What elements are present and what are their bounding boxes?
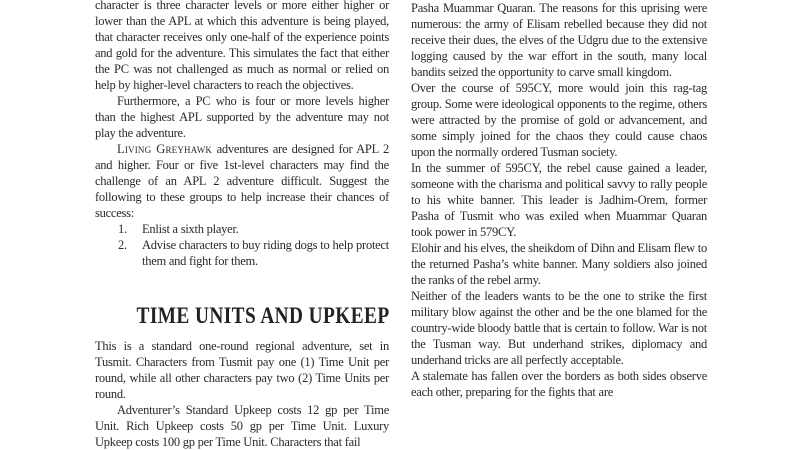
time-units-paragraph: This is a standard one-round regional adventure, set in Tusmit. Characters from Tusmit pay one (1) Time Unit per round, while all other characters pay two (2) Time Units per round. — [95, 339, 389, 401]
apl-penalty-paragraph: character is three character levels or more either higher or lower than the APL at which this adventure is being played, that character receives only one-half of the experience points and gold for the adventure. This simulates the fact that either the PC was not challenged as much as normal or relied on help by higher-level characters to reach the objectives. — [95, 0, 389, 92]
list-item — [118, 221, 389, 237]
success-tips-list — [118, 221, 389, 269]
rebel-leader-paragraph: In the summer of 595CY, the rebel cause gained a leader, someone with the charisma and political savvy to rally people to his white banner. This leader is Jadhim-Orem, former Pasha of Tusmit who was exiled when Muammar Quaran took power in 579CY. — [411, 161, 707, 239]
list-item-text: Advise characters to buy riding dogs to help protect them and fight for them. — [142, 238, 389, 268]
rag-tag-paragraph: Over the course of 595CY, more would join this rag-tag group. Some were ideological opponents to the regime, others were attracted by the promise of gold or advancement, and some simply joined for the chaos they could cause chaos upon the normally ordered Tusman society. — [411, 81, 707, 159]
left-column-upper — [95, 0, 389, 269]
furthermore-paragraph: Furthermore, a PC who is four or more levels higher than the highest APL supported by the adventure may not play the adventure. — [95, 94, 389, 140]
elohir-paragraph: Elohir and his elves, the sheikdom of Dihn and Elisam flew to the returned Pasha’s white banner. Many soldiers also joined the ranks of the rebel army. — [411, 241, 707, 287]
leaders-paragraph: Neither of the leaders wants to be the one to strike the first military blow against the other and be the one blamed for the country-wide bloody battle that is certain to follow. War is not the Tusman way. But underhand strikes, diplomacy and underhand tricks are all perfectly acceptable. — [411, 289, 707, 367]
living-greyhawk-paragraph — [95, 141, 389, 221]
right-column — [411, 0, 707, 400]
list-item-number: 1. — [118, 222, 127, 236]
campaign-name-smallcaps: Living Greyhawk — [117, 142, 213, 156]
list-item-text: Enlist a sixth player. — [142, 222, 239, 236]
list-item — [118, 237, 389, 269]
uprising-paragraph: Pasha Muammar Quaran. The reasons for this uprising were numerous: the army of Elisam rebelled because they did not receive their dues, the elves of the Udgru due to the extensive logging caused by the war effort in the south, many local bandits seized the opportunity to carve small kingdom. — [411, 1, 707, 79]
living-greyhawk-paragraph-rest: adventures are designed for APL 2 and higher. Four or five 1st-level characters may find the challenge of an APL 2 adventure difficult. Suggest the following to these groups to help increase their chances of success: — [95, 142, 389, 220]
upkeep-paragraph: Adventurer’s Standard Upkeep costs 12 gp per Time Unit. Rich Upkeep costs 50 gp per Time Unit. Luxury Upkeep costs 100 gp per Time Unit. Characters that fail — [95, 403, 389, 449]
time-units-heading: TIME UNITS AND UPKEEP — [136, 303, 390, 328]
left-column-lower — [95, 338, 389, 450]
list-item-number: 2. — [118, 238, 127, 252]
stalemate-paragraph: A stalemate has fallen over the borders as both sides observe each other, preparing for the fights that are — [411, 369, 707, 399]
